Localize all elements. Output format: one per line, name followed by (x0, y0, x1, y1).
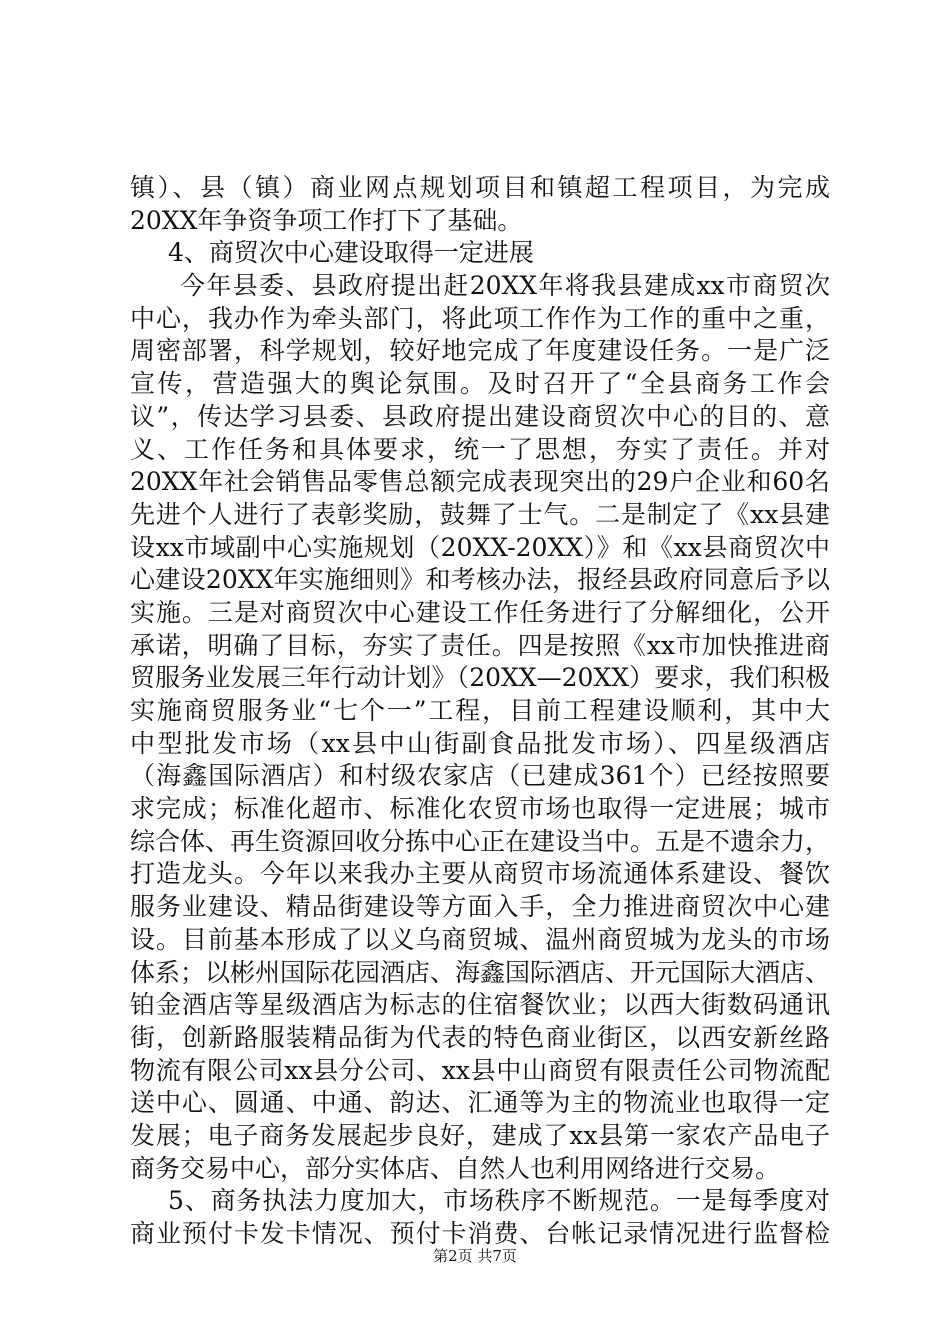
paragraph-line: 街，创新路服装精品街为代表的特色商业街区，以西安新丝路 (130, 1022, 830, 1052)
paragraph-line: 心建设20XX年实施细则》和考核办法，报经县政府同意后予以 (130, 565, 830, 595)
paragraph-line: 设xx市域副中心实施规划（20XX-20XX）》和《xx县商贸次中 (130, 532, 830, 562)
paragraph-line: 今年县委、县政府提出赶20XX年将我县建成xx市商贸次 (180, 271, 830, 301)
paragraph-line: 承诺，明确了目标，夯实了责任。四是按照《xx市加快推进商 (130, 630, 830, 660)
paragraph-line: 送中心、圆通、中通、韵达、汇通等为主的物流业也取得一定 (130, 1088, 830, 1118)
document-body (130, 172, 830, 1251)
paragraph-line: 20XX年争资争项工作打下了基础。 (130, 205, 523, 235)
paragraph-line: 镇）、县（镇）商业网点规划项目和镇超工程项目，为完成 (130, 173, 830, 202)
paragraph-line: 先进个人进行了表彰奖励，鼓舞了士气。二是制定了《xx县建 (130, 499, 830, 529)
paragraph-line: 商业预付卡发卡情况、预付卡消费、台帐记录情况进行监督检 (130, 1219, 830, 1248)
paragraph-line: 4、商贸次中心建设取得一定进展 (168, 238, 534, 268)
paragraph-line: 中型批发市场（xx县中山街副食品批发市场）、四星级酒店 (130, 728, 830, 758)
paragraph-line: 议”，传达学习县委、县政府提出建设商贸次中心的目的、意 (130, 401, 830, 431)
paragraph-line: 实施。三是对商贸次中心建设工作任务进行了分解细化，公开 (130, 597, 830, 627)
paragraph-line: 求完成；标准化超市、标准化农贸市场也取得一定进展；城市 (130, 794, 830, 824)
paragraph-line: 发展；电子商务发展起步良好，建成了xx县第一家农产品电子 (130, 1120, 830, 1150)
paragraph-line: 体系；以彬州国际花园酒店、海鑫国际酒店、开元国际大酒店、 (130, 957, 831, 987)
paragraph-line: 实施商贸服务业“七个一”工程，目前工程建设顺利，其中大 (130, 696, 830, 725)
paragraph-line: 义、工作任务和具体要求，统一了思想，夯实了责任。并对 (130, 434, 830, 464)
paragraph-line: 宣传，营造强大的舆论氛围。及时召开了“全县商务工作会 (130, 369, 830, 399)
paragraph-line: 物流有限公司xx县分公司、xx县中山商贸有限责任公司物流配 (130, 1055, 830, 1085)
paragraph-line: 商务交易中心，部分实体店、自然人也利用网络进行交易。 (130, 1153, 781, 1183)
paragraph-line: （海鑫国际酒店）和村级农家店（已建成361个）已经按照要 (130, 761, 830, 791)
paragraph-line: 周密部署，科学规划，较好地完成了年度建设任务。一是广泛 (130, 336, 830, 366)
paragraph-line: 中心，我办作为牵头部门，将此项工作作为工作的重中之重， (130, 303, 830, 333)
paragraph-line: 20XX年社会销售品零售总额完成表现突出的29户企业和60名 (130, 467, 830, 497)
paragraph-line: 5、商务执法力度加大，市场秩序不断规范。一是每季度对 (168, 1186, 830, 1216)
paragraph-line: 设。目前基本形成了以义乌商贸城、温州商贸城为龙头的市场 (130, 924, 830, 954)
page-footer: 第2页 共7页 (433, 1247, 517, 1265)
paragraph-line: 打造龙头。今年以来我办主要从商贸市场流通体系建设、餐饮 (130, 859, 830, 889)
paragraph-line: 综合体、再生资源回收分拣中心正在建设当中。五是不遗余力， (130, 826, 831, 856)
paragraph-line: 服务业建设、精品街建设等方面入手，全力推进商贸次中心建 (130, 892, 830, 922)
paragraph-line: 贸服务业发展三年行动计划》（20XX—20XX）要求，我们积极 (130, 663, 830, 693)
paragraph-line: 铂金酒店等星级酒店为标志的住宿餐饮业；以西大街数码通讯 (130, 990, 830, 1020)
